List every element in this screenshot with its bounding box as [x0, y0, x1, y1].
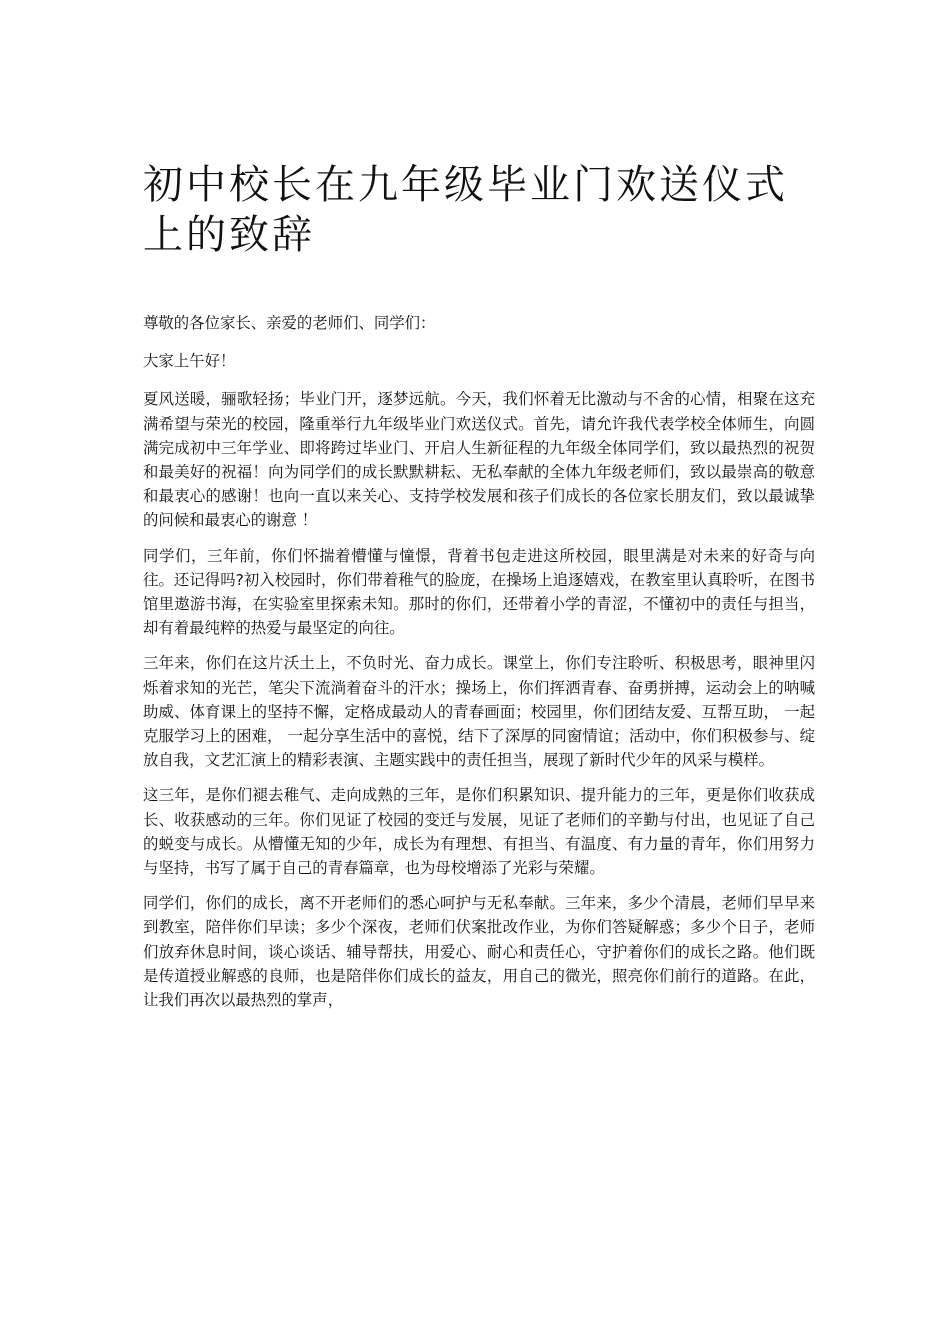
greeting-paragraph: 大家上午好！ [143, 352, 236, 371]
document-title: 初中校长在九年级毕业门欢送仪式上的致辞 [143, 162, 788, 258]
body-paragraph: 这三年，是你们褪去稚气、走向成熟的三年，是你们积累知识、提升能力的三年，更是你们收获成长、收获感动的三年。你们见证了校园的变迁与发展，见证了老师们的辛勤与付出，也见证了自己的蜕变与成长。从懵懂无知的少年，成长为有理想、有担当、有温度、有力量的青年，你们用努力与坚持，书写了属于自己的青春篇章，也为母校增添了光彩与荣耀。 [143, 786, 815, 878]
body-paragraph: 夏风送暖，骊歌轻扬；毕业门开，逐梦远航。今天，我们怀着无比激动与不舍的心情，相聚在这充满希望与荣光的校园，隆重举行九年级毕业门欢送仪式。首先，请允许我代表学校全体师生，向圆满完成初中三年学业、即将跨过毕业门、开启人生新征程的九年级全体同学们，致以最热烈的祝贺和最美好的祝福！向为同学们的成长默默耕耘、无私奉献的全体九年级老师们，致以最崇高的敬意和最衷心的感谢！也向一直以来关心、支持学校发展和孩子们成长的各位家长朋友们，致以最诚挚的问候和最衷心的谢意 ！ [143, 390, 815, 530]
body-paragraph: 三年来，你们在这片沃土上，不负时光、奋力成长。课堂上，你们专注聆听、积极思考，眼神里闪烁着求知的光芒，笔尖下流淌着奋斗的汗水；操场上，你们挥洒青春、奋勇拼搏，运动会上的呐喊助威、体育课上的坚持不懈，定格成最动人的青春画面；校园里，你们团结友爱、互帮互助， 一起克服学习上的困难， 一起分享生活中的喜悦，结下了深厚的同窗情谊；活动中，你们积极参与、绽放自我，文艺汇演上的精彩表演、主题实践中的责任担当，展现了新时代少年的风采与模样。 [143, 654, 815, 770]
body-paragraph: 同学们，三年前，你们怀揣着懵懂与憧憬，背着书包走进这所校园，眼里满是对未来的好奇与向往。还记得吗?初入校园时，你们带着稚气的脸庞，在操场上追逐嬉戏，在教室里认真聆听，在图书馆里遨游书海，在实验室里探索未知。那时的你们，还带着小学的青涩，不懂初中的责任与担当，却有着最纯粹的热爱与最坚定的向往。 [143, 546, 815, 638]
body-paragraph: 同学们，你们的成长，离不开老师们的悉心呵护与无私奉献。三年来，多少个清晨，老师们早早来到教室，陪伴你们早读；多少个深夜，老师们伏案批改作业，为你们答疑解惑；多少个日子，老师们放弃休息时间，谈心谈话、辅导帮扶，用爱心、耐心和责任心，守护着你们的成长之路。他们既是传道授业解惑的良师，也是陪伴你们成长的益友，用自己的微光，照亮你们前行的道路。在此，让我们再次以最热烈的掌声， [143, 894, 815, 1010]
salutation-paragraph: 尊敬的各位家长、亲爱的老师们、同学们： [143, 314, 436, 332]
document-body [143, 311, 815, 1023]
